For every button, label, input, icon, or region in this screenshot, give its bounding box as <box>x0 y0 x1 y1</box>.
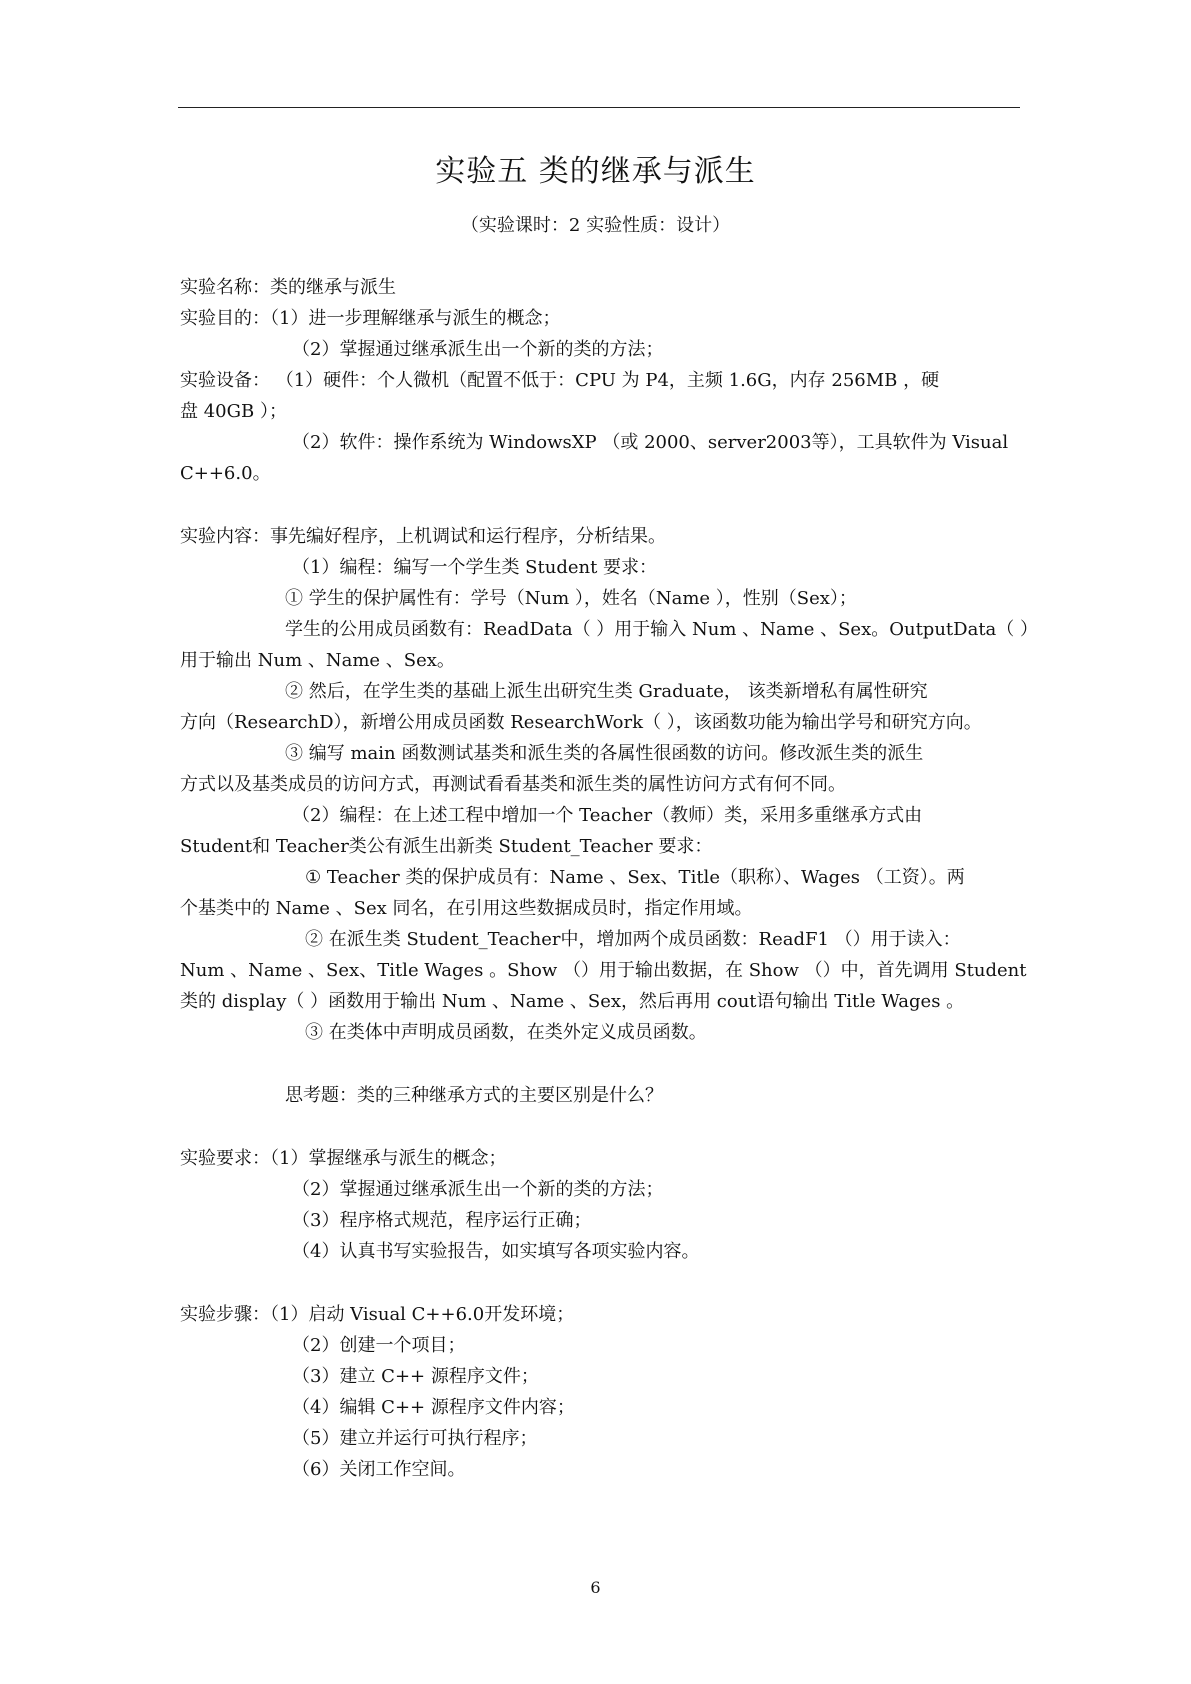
content-line: （2）编程：在上述工程中增加一个 Teacher（教师）类，采用多重继承方式由 <box>292 805 923 826</box>
page-title: 实验五 类的继承与派生 <box>435 154 756 189</box>
page-subtitle: （实验课时：2 实验性质：设计） <box>460 215 731 236</box>
content-line: 个基类中的 Name 、Sex 同名，在引用这些数据成员时，指定作用域。 <box>180 898 753 919</box>
step-line: （4）编辑 C++ 源程序文件内容； <box>292 1397 575 1418</box>
content-line: 类的 display（ ）函数用于输出 Num 、Name 、Sex，然后再用 cout语句输出 Title Wages 。 <box>180 991 965 1012</box>
equipment-line: （2）软件：操作系统为 WindowsXP （或 2000、server2003等），工具软件为 Visual <box>292 432 1009 453</box>
objective-line: （2）掌握通过继承派生出一个新的类的方法； <box>292 339 664 360</box>
equipment-line: C++6.0。 <box>180 463 271 484</box>
step-line: （5）建立并运行可执行程序； <box>292 1428 538 1449</box>
equipment-line: 实验设备： （1）硬件：个人微机（配置不低于：CPU 为 P4，主频 1.6G，内存 256MB ，硬 <box>180 370 940 391</box>
requirement-line: （3）程序格式规范，程序运行正确； <box>292 1210 592 1231</box>
content-line: Student和 Teacher类公有派生出新类 Student_Teacher 要求： <box>180 836 713 857</box>
requirement-line: 实验要求：（1）掌握继承与派生的概念； <box>180 1148 507 1169</box>
page-number: 6 <box>590 1578 601 1597</box>
content-line: ③ 编写 main 函数测试基类和派生类的各属性很函数的访问。修改派生类的派生 <box>285 743 924 764</box>
content-line: （1）编程：编写一个学生类 Student 要求： <box>292 557 658 578</box>
content-line: ① 学生的保护属性有：学号（Num ），姓名（Name ），性别（Sex）； <box>285 588 857 609</box>
content-line: ① Teacher 类的保护成员有：Name 、Sex、Title（职称）、Wages （工资）。两 <box>305 867 965 888</box>
step-line: （6）关闭工作空间。 <box>292 1459 466 1480</box>
step-line: （3）建立 C++ 源程序文件； <box>292 1366 539 1387</box>
step-line: （2）创建一个项目； <box>292 1335 466 1356</box>
content-line: 学生的公用成员函数有：ReadData（ ）用于输入 Num 、Name 、Sex。OutputData（ ） <box>285 619 1039 640</box>
experiment-name: 实验名称：类的继承与派生 <box>180 277 396 298</box>
content-line: 实验内容：事先编好程序，上机调试和运行程序，分析结果。 <box>180 526 666 547</box>
content-line: 用于输出 Num 、Name 、Sex。 <box>180 650 455 671</box>
equipment-line: 盘 40GB ）； <box>180 401 287 422</box>
requirement-line: （2）掌握通过继承派生出一个新的类的方法； <box>292 1179 664 1200</box>
step-line: 实验步骤：（1）启动 Visual C++6.0开发环境； <box>180 1304 575 1325</box>
requirement-line: （4）认真书写实验报告，如实填写各项实验内容。 <box>292 1241 700 1262</box>
thinking-question: 思考题：类的三种继承方式的主要区别是什么？ <box>285 1085 663 1106</box>
content-line: 方向（ResearchD），新增公用成员函数 ResearchWork（ ），该函数功能为输出学号和研究方向。 <box>180 712 982 733</box>
content-line: Num 、Name 、Sex、Title Wages 。Show （）用于输出数据，在 Show （）中，首先调用 Student <box>180 960 1027 981</box>
header-rule <box>178 107 1020 108</box>
objective-line: 实验目的：（1）进一步理解继承与派生的概念； <box>180 308 561 329</box>
content-line: 方式以及基类成员的访问方式，再测试看看基类和派生类的属性访问方式有何不同。 <box>180 774 846 795</box>
content-line: ② 然后，在学生类的基础上派生出研究生类 Graduate， 该类新增私有属性研究 <box>285 681 928 702</box>
content-line: ③ 在类体中声明成员函数，在类外定义成员函数。 <box>305 1022 707 1043</box>
content-line: ② 在派生类 Student_Teacher中，增加两个成员函数：ReadF1 （）用于读入： <box>305 929 961 950</box>
